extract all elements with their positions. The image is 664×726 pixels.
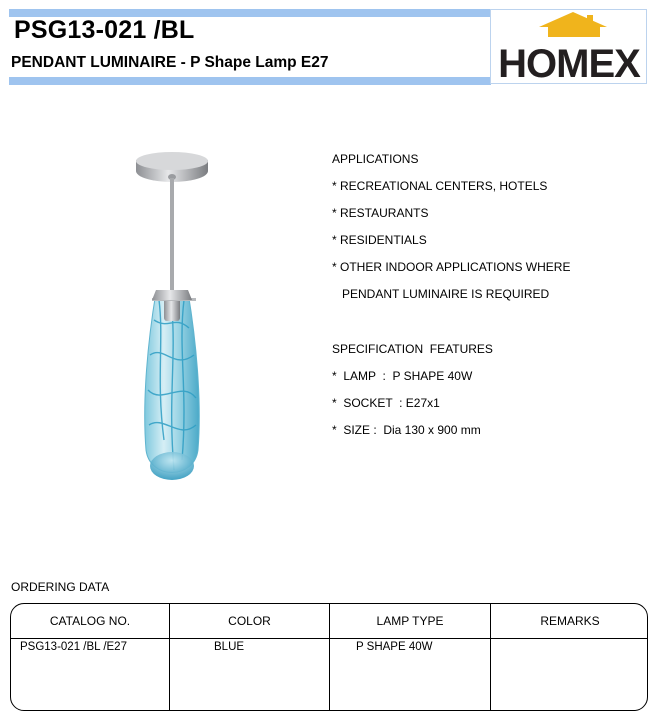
column-header-lamp-type: LAMP TYPE [376,614,444,628]
column-header-remarks: REMARKS [540,614,600,628]
column-header-color: COLOR [228,614,271,628]
product-photo [24,140,314,490]
column-header-catalog: CATALOG NO. [49,614,131,628]
application-item: * RESTAURANTS [332,206,429,220]
ordering-data-label: ORDERING DATA [11,580,110,594]
spec-item: * SOCKET : E27x1 [332,396,440,410]
pendant-lamp-photo [24,140,314,490]
application-item: * RECREATIONAL CENTERS, HOTELS [332,179,548,193]
header-bar-bottom [9,77,491,85]
spec-item: * LAMP : P SHAPE 40W [332,369,473,383]
cell-lamp-type: P SHAPE 40W [356,641,433,653]
product-info [332,146,570,444]
specification-heading: SPECIFICATION FEATURES [332,342,493,356]
application-item: * OTHER INDOOR APPLICATIONS WHERE [332,260,571,274]
product-title: PENDANT LUMINAIRE - P Shape Lamp E27 [11,54,329,71]
brand-logo [490,9,647,84]
cell-color: BLUE [214,641,245,653]
spec-item: * SIZE : Dia 130 x 900 mm [332,423,481,437]
ordering-table [10,603,648,711]
applications-heading: APPLICATIONS [332,152,419,166]
homex-logo-icon [491,10,648,85]
application-item: * RESIDENTIALS [332,233,427,247]
svg-text:HOMEX: HOMEX [498,42,640,85]
cell-catalog-no: PSG13-021 /BL /E27 [20,641,127,653]
application-item: PENDANT LUMINAIRE IS REQUIRED [332,287,550,301]
product-code: PSG13-021 /BL [14,16,195,44]
